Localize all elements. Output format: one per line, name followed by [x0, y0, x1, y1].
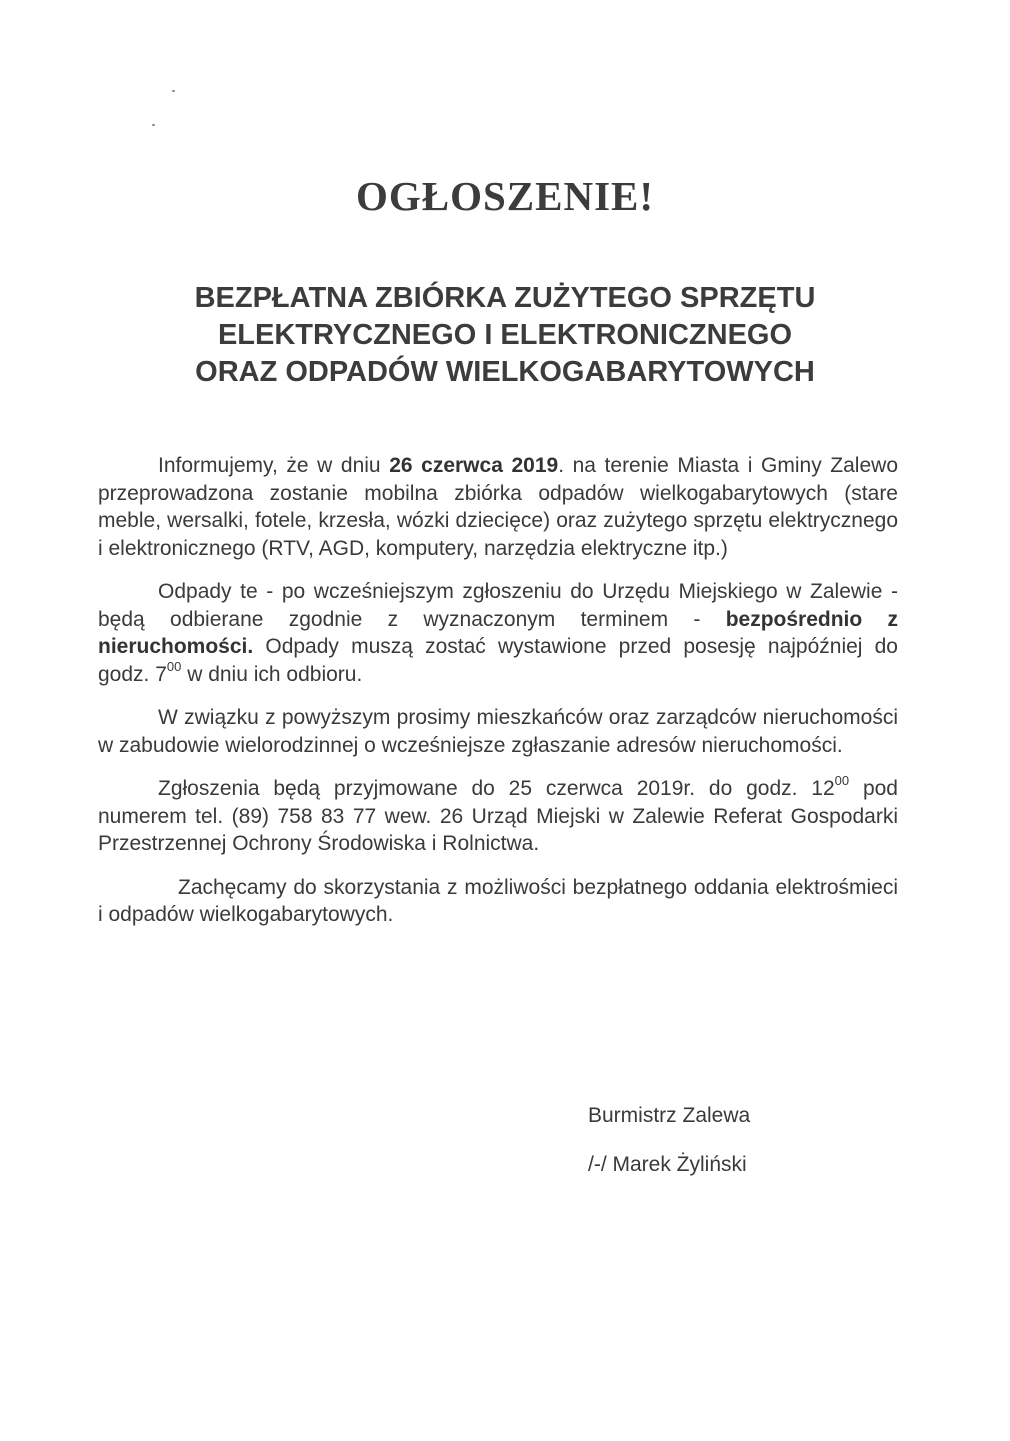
- subtitle-line: ELEKTRYCZNEGO I ELEKTRONICZNEGO: [217, 319, 793, 351]
- paragraph-pickup-info: Odpady te - po wcześniejszym zgłoszeniu do Urzędu Miejskiego w Zalewie - będą odbierane zgodnie z wyznaczonym terminem - bezpośrednio z nieruchomości. Odpady muszą zostać wystawione przed posesję najpóźniej do godz. $7^{00}$ w dniu ich odbioru.: [98, 580, 898, 686]
- scan-speck: [172, 90, 175, 92]
- collection-date: 26 czerwca 2019: [389, 454, 559, 477]
- signature-title: Burmistrz Zalewa: [588, 1104, 751, 1127]
- announcement-subtitle: [60, 280, 950, 391]
- signature-name: /-/ Marek Żyliński: [588, 1153, 747, 1176]
- paragraph-date-info: Informujemy, że w dniu 26 czerwca 2019. na terenie Miasta i Gminy Zalewo przeprowadzona zostanie mobilna zbiórka odpadów wielkogabarytowych (stare meble, wersalki, fotele, krzesła, wózki dziecięce) oraz zużytego sprzętu elektrycznego i elektronicznego (RTV, AGD, komputery, narzędzia elektryczne itp.): [98, 454, 898, 560]
- pickup-emphasis: bezpośrednio z nieruchomości.: [98, 607, 898, 658]
- paragraph-encouragement: Zachęcamy do skorzystania z możliwości bezpłatnego oddania elektrośmieci i odpadów wielkogabarytowych.: [98, 875, 898, 926]
- announcement-body: [98, 452, 898, 945]
- subtitle-line: BEZPŁATNA ZBIÓRKA ZUŻYTEGO SPRZĘTU: [194, 282, 816, 314]
- paragraph-request: W związku z powyższym prosimy mieszkańców oraz zarządców nieruchomości w zabudowie wielorodzinnej o wcześniejsze zgłaszanie adresów nieruchomości.: [98, 706, 898, 757]
- page-title: OGŁOSZENIE!: [355, 173, 655, 219]
- paragraph-contact: Zgłoszenia będą przyjmowane do 25 czerwca 2019r. do godz. $12^{00}$ pod numerem tel. (89) 758 83 77 wew. 26 Urząd Miejski w Zalewie Referat Gospodarki Przestrzennej Ochrony Środowiska i Rolnictwa.: [98, 773, 898, 855]
- scan-speck: [152, 124, 155, 126]
- subtitle-line: ORAZ ODPADÓW WIELKOGABARYTOWYCH: [195, 356, 815, 388]
